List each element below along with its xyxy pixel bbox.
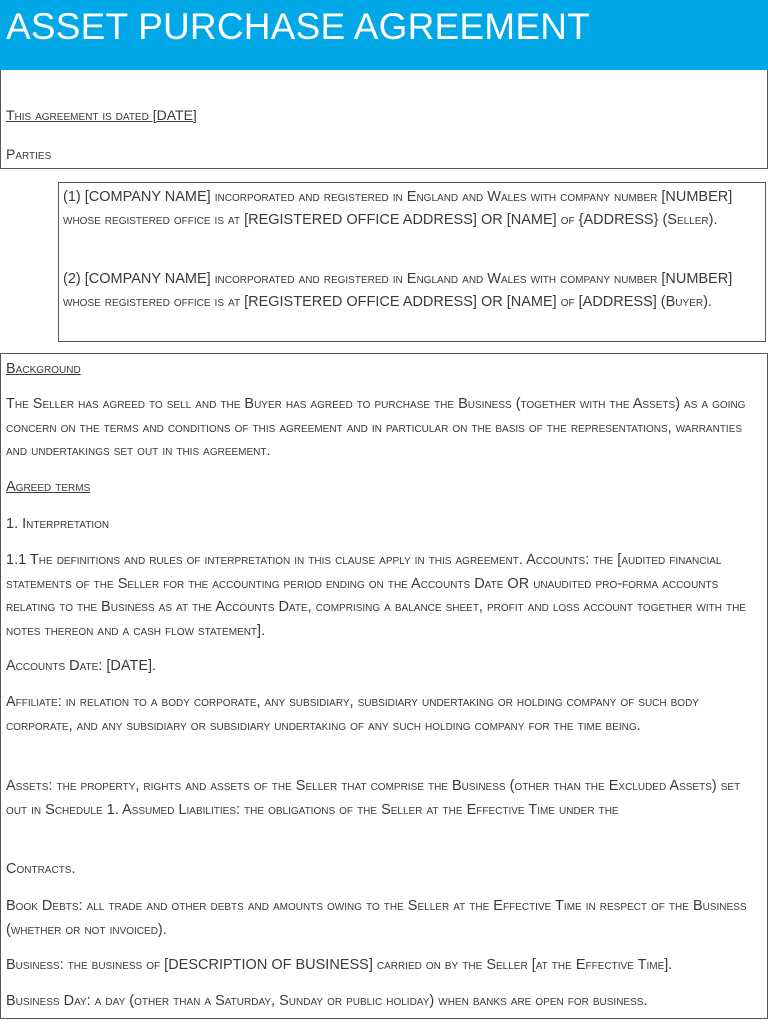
- definition-business: Business: the business of [DESCRIPTION OF BUSINESS] carried on by the Seller [at the Effective Time].: [6, 957, 673, 973]
- document-title: ASSET PURCHASE AGREEMENT: [6, 6, 590, 47]
- definition-assets: Assets: the property, rights and assets of the Seller that comprise the Business (other than the Excluded Assets) set out in Schedule 1. Assumed Liabilities: the obligations of the Seller at the Effective Time under the: [6, 778, 741, 818]
- party-seller: (1) [COMPANY NAME] incorporated and registered in England and Wales with company number [NUMBER] whose registered office is at [REGISTERED OFFICE ADDRESS] OR [NAME] of {ADDRESS} (Seller).: [63, 189, 733, 228]
- background-text: The Seller has agreed to sell and the Buyer has agreed to purchase the Business (together with the Assets) as a going concern on the terms and conditions of this agreement and in particular on the basis of the representations, warranties and undertakings set out in this agreement.: [6, 396, 746, 459]
- party-buyer: (2) [COMPANY NAME] incorporated and registered in England and Wales with company number [NUMBER] whose registered office is at [REGISTERED OFFICE ADDRESS] OR [NAME] of [ADDRESS] (Buyer).: [63, 271, 733, 310]
- background-heading: Background: [6, 361, 81, 377]
- agreement-body: [0, 353, 768, 1019]
- parties-label: Parties: [6, 146, 52, 162]
- interpretation-heading: 1. Interpretation: [6, 516, 110, 532]
- definition-accounts-date: Accounts Date: [DATE].: [6, 658, 157, 674]
- definition-contracts: Contracts.: [6, 861, 76, 877]
- agreement-date-line: This agreement is dated [DATE]: [6, 107, 197, 123]
- header-section: [0, 70, 768, 169]
- definition-book-debts: Book Debts: all trade and other debts and amounts owing to the Seller at the Effective Time in respect of the Business (whether or not invoiced).: [6, 898, 747, 938]
- title-banner: [0, 0, 768, 70]
- clause-1-1: 1.1 The definitions and rules of interpretation in this clause apply in this agreement. Accounts: the [audited financial statements of the Seller for the accounting period ending on the Accounts Date OR unaudited pro-forma accounts relating to the Business as at the Accounts Date, comprising a balance sheet, profit and loss account together with the notes thereon and a cash flow statement].: [6, 552, 746, 639]
- parties-section: [58, 182, 766, 342]
- definition-business-day: Business Day: a day (other than a Saturday, Sunday or public holiday) when banks are open for business.: [6, 993, 648, 1009]
- definition-affiliate: Affiliate: in relation to a body corporate, any subsidiary, subsidiary undertaking or holding company of such body corporate, and any subsidiary or subsidiary undertaking of any such holding company for the time being.: [6, 694, 699, 734]
- agreed-terms-heading: Agreed terms: [6, 479, 91, 495]
